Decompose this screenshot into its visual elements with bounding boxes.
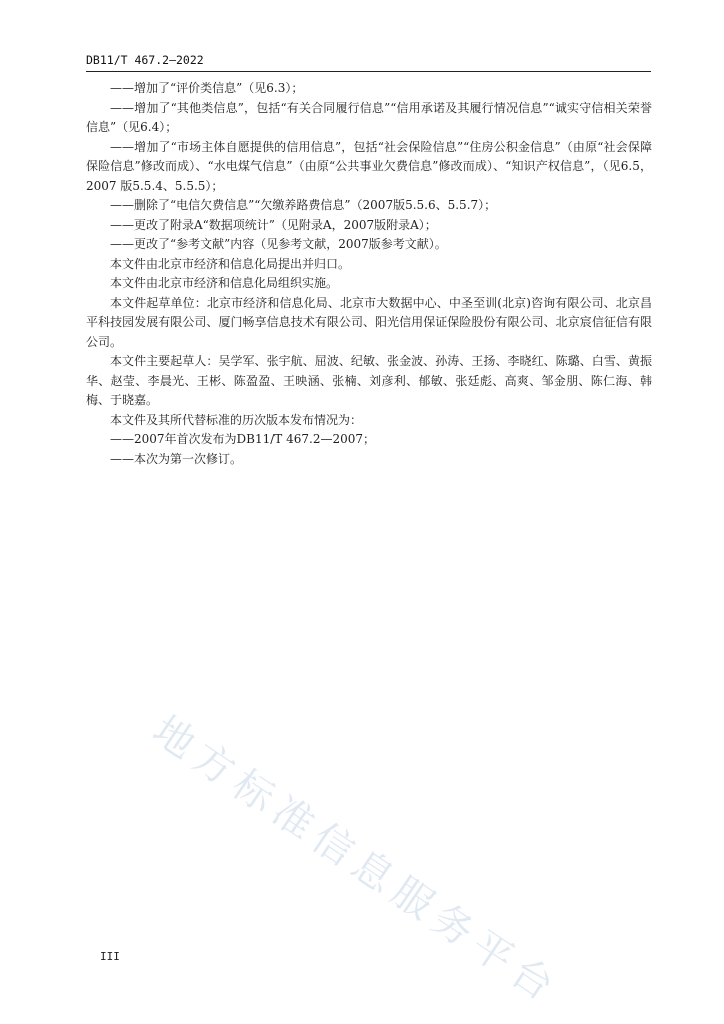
paragraph-change-references: ——更改了“参考文献”内容（见参考文献，2007版参考文献）。	[110, 237, 447, 251]
paragraph-drafters: 本文件主要起草人：吴学军、张宇航、屈波、纪敏、张金波、孙涛、王扬、李晓红、陈璐、白雪、黄振华、赵莹、李晨光、王彬、陈盈盈、王映涵、张楠、刘彦利、郁敏、张廷彪、高爽、邹金朋、陈仁海、韩梅、于晓嘉。	[86, 354, 652, 407]
paragraph-change-voluntary-info: ——增加了“市场主体自愿提供的信用信息”，包括“社会保险信息”“住房公积金信息”（由原“社会保障保险信息”修改而成）、“水电煤气信息”（由原“公共事业欠费信息”修改而成）、“知识产权信息”，（见6.5，2007 版5.5.4、5.5.5）；	[86, 139, 652, 193]
paragraph-drafting-units: 本文件起草单位：北京市经济和信息化局、北京市大数据中心、中圣至训(北京)咨询有限公司、北京昌平科技园发展有限公司、厦门畅享信息技术有限公司、阳光信用保证保险股份有限公司、北京宸信征信有限公司。	[86, 295, 652, 349]
paragraph-change-other-info: ——增加了“其他类信息”，包括“有关合同履行信息”“信用承诺及其履行情况信息”“诚实守信相关荣誉信息”（见6.4）；	[86, 100, 652, 134]
paragraph-change-evaluation-info: ——增加了“评价类信息”（见6.3）；	[110, 81, 304, 95]
paragraph-version-history-intro: 本文件及其所代替标准的历次版本发布情况为：	[110, 412, 363, 427]
platform-watermark: 地方标准信息服务平台	[144, 707, 568, 1015]
document-code-header: DB11/T 467.2—2022	[86, 53, 204, 67]
document-body	[86, 79, 652, 469]
paragraph-deleted-items: ——删除了“电信欠费信息”“欠缴养路费信息”（2007版5.5.6、5.5.7）；	[110, 198, 497, 212]
paragraph-implemented-by: 本文件由北京市经济和信息化局组织实施。	[110, 276, 339, 290]
paragraph-proposed-by: 本文件由北京市经济和信息化局提出并归口。	[110, 256, 351, 271]
paragraph-first-edition: ——2007年首次发布为DB11/T 467.2—2007；	[110, 432, 376, 446]
paragraph-current-revision: ——本次为第一次修订。	[110, 451, 243, 466]
page-number: III	[100, 950, 120, 963]
paragraph-change-appendix-a: ——更改了附录A“数据项统计”（见附录A，2007版附录A）；	[110, 217, 437, 232]
header-rule	[86, 71, 651, 72]
